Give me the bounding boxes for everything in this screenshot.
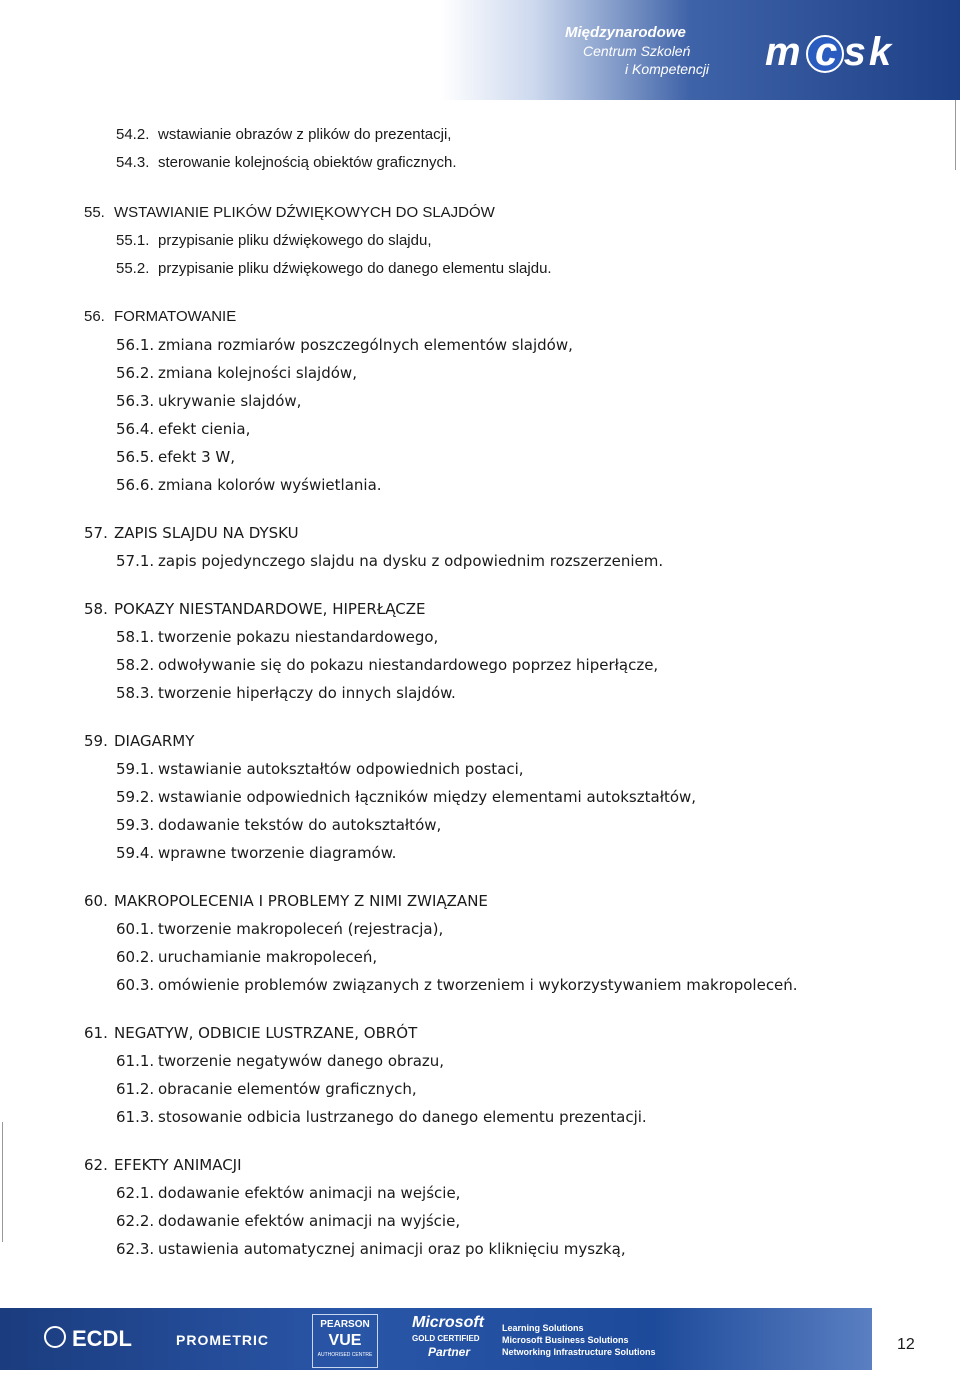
item-number: 58.3. xyxy=(116,684,155,702)
item-number: 57. xyxy=(84,524,108,542)
pearson-text: PEARSON xyxy=(320,1319,370,1330)
item-text: wstawianie obrazów z plików do prezentacji, xyxy=(158,126,452,143)
item-number: 60. xyxy=(84,892,108,910)
margin-rule-left xyxy=(2,1122,3,1242)
section-item xyxy=(116,364,357,382)
section-heading xyxy=(84,732,194,750)
item-number: 59. xyxy=(84,732,108,750)
section-item xyxy=(116,920,443,938)
section-item xyxy=(116,1184,460,1202)
item-text: odwoływanie się do pokazu niestandardowego poprzez hiperłącze, xyxy=(158,656,659,674)
item-number: 61.3. xyxy=(116,1108,155,1126)
item-text: POKAZY NIESTANDARDOWE, HIPERŁĄCZE xyxy=(114,600,426,618)
section-item xyxy=(116,420,250,438)
section-heading xyxy=(84,308,236,326)
logo-letter-c: c xyxy=(814,30,841,74)
item-number: 62.1. xyxy=(116,1184,155,1202)
item-text: tworzenie hiperłączy do innych slajdów. xyxy=(158,684,456,702)
item-text: zmiana rozmiarów poszczególnych elementów slajdów, xyxy=(158,336,573,354)
org-name xyxy=(565,24,709,78)
page-header xyxy=(0,0,960,100)
section-item xyxy=(116,1108,647,1126)
item-number: 56.5. xyxy=(116,448,155,466)
item-text: zmiana kolorów wyświetlania. xyxy=(158,476,382,494)
logo-letter-s: s xyxy=(843,30,869,74)
item-text: wstawianie autokształtów odpowiednich postaci, xyxy=(158,760,524,778)
org-name-line2: Centrum Szkoleń xyxy=(583,43,691,59)
competency-2: Microsoft Business Solutions xyxy=(502,1335,629,1345)
item-text: efekt 3 W, xyxy=(158,448,235,466)
item-number: 56.3. xyxy=(116,392,155,410)
mcsk-logo xyxy=(765,30,915,80)
item-text: tworzenie makropoleceń (rejestracja), xyxy=(158,920,444,938)
item-text: przypisanie pliku dźwiękowego do danego elementu slajdu. xyxy=(158,260,552,277)
item-text: uruchamianie makropoleceń, xyxy=(158,948,378,966)
ecdl-logo xyxy=(44,1326,132,1352)
item-text: obracanie elementów graficznych, xyxy=(158,1080,417,1098)
microsoft-partner-logo xyxy=(412,1314,484,1359)
section-item xyxy=(116,336,573,354)
section-item xyxy=(116,232,432,250)
item-text: ukrywanie slajdów, xyxy=(158,392,302,410)
item-text: zapis pojedynczego slajdu na dysku z odpowiednim rozszerzeniem. xyxy=(158,552,664,570)
section-item xyxy=(116,1240,626,1258)
section-item xyxy=(116,976,798,994)
section-item xyxy=(116,1052,444,1070)
item-number: 62.3. xyxy=(116,1240,155,1258)
competency-3: Networking Infrastructure Solutions xyxy=(502,1347,656,1357)
section-item xyxy=(116,154,456,172)
item-text: wstawianie odpowiednich łączników między elementami autokształtów, xyxy=(158,788,697,806)
item-text: NEGATYW, ODBICIE LUSTRZANE, OBRÓT xyxy=(114,1024,418,1042)
item-number: 61.2. xyxy=(116,1080,155,1098)
item-text: stosowanie odbicia lustrzanego do danego elementu prezentacji. xyxy=(158,1108,647,1126)
section-item xyxy=(116,392,301,410)
item-text: efekt cienia, xyxy=(158,420,251,438)
item-text: ustawienia automatycznej animacji oraz po kliknięciu myszką, xyxy=(158,1240,626,1258)
item-number: 54.2. xyxy=(116,126,150,143)
item-number: 56.2. xyxy=(116,364,155,382)
section-item xyxy=(116,1080,417,1098)
item-number: 56. xyxy=(84,308,105,325)
section-item xyxy=(116,448,235,466)
ecdl-text: ECDL xyxy=(72,1326,132,1351)
prometric-logo: PROMETRIC xyxy=(176,1332,269,1348)
section-item xyxy=(116,628,438,646)
section-heading xyxy=(84,524,299,542)
item-number: 55. xyxy=(84,204,105,221)
section-heading xyxy=(84,204,495,222)
item-number: 55.2. xyxy=(116,260,150,277)
item-text: dodawanie efektów animacji na wejście, xyxy=(158,1184,461,1202)
pearson-sub: AUTHORISED CENTRE xyxy=(317,1352,373,1358)
section-item xyxy=(116,760,524,778)
item-number: 60.2. xyxy=(116,948,155,966)
item-number: 59.1. xyxy=(116,760,155,778)
section-heading xyxy=(84,1024,417,1042)
item-text: zmiana kolejności slajdów, xyxy=(158,364,357,382)
item-text: tworzenie pokazu niestandardowego, xyxy=(158,628,439,646)
item-text: wprawne tworzenie diagramów. xyxy=(158,844,397,862)
item-number: 61.1. xyxy=(116,1052,155,1070)
item-number: 62. xyxy=(84,1156,108,1174)
section-item xyxy=(116,1212,460,1230)
section-item xyxy=(116,684,456,702)
section-heading xyxy=(84,892,488,910)
microsoft-text: Microsoft xyxy=(412,1314,484,1331)
item-text: dodawanie tekstów do autokształtów, xyxy=(158,816,442,834)
page-footer xyxy=(0,1300,960,1384)
margin-rule-right xyxy=(955,100,956,170)
page-number: 12 xyxy=(897,1336,915,1353)
item-number: 59.3. xyxy=(116,816,155,834)
section-item xyxy=(116,476,382,494)
item-text: FORMATOWANIE xyxy=(114,308,237,325)
item-text: MAKROPOLECENIA I PROBLEMY Z NIMI ZWIĄZANE xyxy=(114,892,488,910)
section-item xyxy=(116,948,377,966)
section-heading xyxy=(84,1156,242,1174)
item-number: 60.3. xyxy=(116,976,155,994)
item-text: sterowanie kolejnością obiektów graficznych. xyxy=(158,154,457,171)
section-item xyxy=(116,788,696,806)
item-text: WSTAWIANIE PLIKÓW DŹWIĘKOWYCH DO SLAJDÓW xyxy=(114,204,495,221)
section-item xyxy=(116,656,658,674)
pearson-logo xyxy=(312,1314,378,1368)
item-number: 55.1. xyxy=(116,232,150,249)
partner-text: Partner xyxy=(428,1345,471,1359)
section-item xyxy=(116,816,441,834)
competency-1: Learning Solutions xyxy=(502,1323,584,1333)
section-item xyxy=(116,260,552,278)
org-name-line3: i Kompetencji xyxy=(625,61,710,77)
gold-certified-text: GOLD CERTIFIED xyxy=(412,1334,480,1343)
item-text: ZAPIS SLAJDU NA DYSKU xyxy=(114,524,299,542)
item-number: 56.4. xyxy=(116,420,155,438)
ecdl-globe-icon xyxy=(44,1326,66,1348)
item-number: 62.2. xyxy=(116,1212,155,1230)
item-number: 61. xyxy=(84,1024,108,1042)
item-number: 58. xyxy=(84,600,108,618)
item-number: 58.1. xyxy=(116,628,155,646)
section-item xyxy=(116,844,396,862)
item-number: 57.1. xyxy=(116,552,155,570)
item-text: omówienie problemów związanych z tworzeniem i wykorzystywaniem makropoleceń. xyxy=(158,976,798,994)
vue-mark-icon: VUE xyxy=(328,1332,362,1349)
competencies-list xyxy=(502,1322,656,1358)
item-number: 58.2. xyxy=(116,656,155,674)
item-text: DIAGARMY xyxy=(114,732,195,750)
logo-letter-m: m xyxy=(765,30,804,74)
item-text: tworzenie negatywów danego obrazu, xyxy=(158,1052,445,1070)
item-number: 54.3. xyxy=(116,154,150,171)
section-item xyxy=(116,126,451,144)
section-heading xyxy=(84,600,426,618)
item-text: EFEKTY ANIMACJI xyxy=(114,1156,242,1174)
logo-letter-k: k xyxy=(868,30,895,74)
item-number: 56.6. xyxy=(116,476,155,494)
item-number: 59.4. xyxy=(116,844,155,862)
item-number: 59.2. xyxy=(116,788,155,806)
footer-banner xyxy=(0,1308,872,1370)
org-name-line1: Międzynarodowe xyxy=(565,24,686,41)
item-text: dodawanie efektów animacji na wyjście, xyxy=(158,1212,461,1230)
item-text: przypisanie pliku dźwiękowego do slajdu, xyxy=(158,232,432,249)
item-number: 60.1. xyxy=(116,920,155,938)
section-item xyxy=(116,552,663,570)
item-number: 56.1. xyxy=(116,336,155,354)
